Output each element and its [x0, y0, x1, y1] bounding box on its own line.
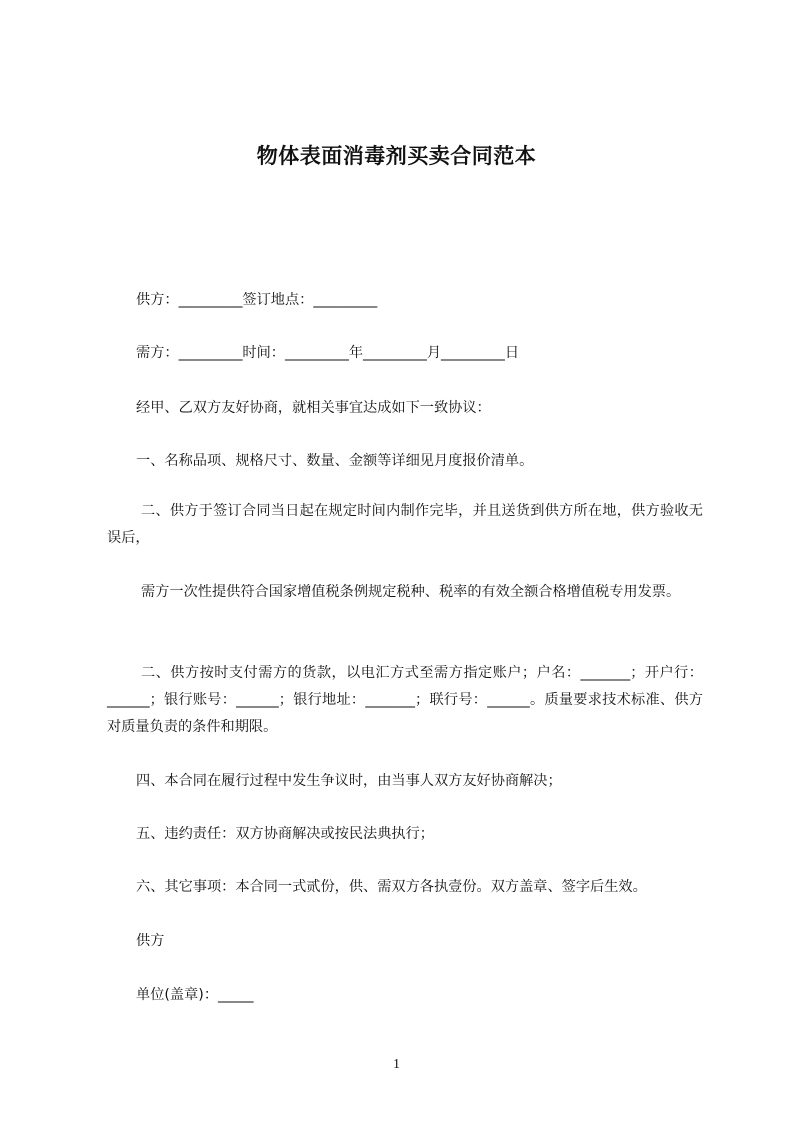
page-number: 1: [393, 1057, 400, 1072]
unit-seal-line: 单位(盖章)：_____: [136, 987, 254, 1003]
intro-paragraph: 经甲、乙双方友好协商，就相关事宜达成如下一致协议：: [136, 400, 491, 416]
clause-2-delivery: 二、供方于签订合同当日起在规定时间内制作完毕，并且送货到供方所在地，供方验收无误后，: [107, 503, 703, 546]
clause-4: 四、本合同在履行过程中发生争议时，由当事人双方友好协商解决；: [136, 773, 562, 789]
clause-2-payment: 二、供方按时支付需方的货款，以电汇方式至需方指定账户；户名：_______；开户行：______；银行账号：______；银行地址：_______；联行号：______。质量要求技术标准、供方对质量负责的条件和期限。: [107, 665, 703, 735]
supplier-label: 供方: [136, 933, 165, 949]
clause-1: 一、名称品项、规格尺寸、数量、金额等详细见月度报价清单。: [136, 453, 534, 469]
supplier-signing-place-line: 供方：_________签订地点：_________: [136, 292, 378, 308]
clause-2-invoice: 需方一次性提供符合国家增值税条例规定税种、税率的有效全额合格增值税专用发票。: [141, 584, 681, 600]
buyer-date-line: 需方：_________时间：_________年_________月_________日: [136, 345, 520, 361]
clause-5: 五、违约责任：双方协商解决或按民法典执行；: [136, 826, 434, 842]
document-title: 物体表面消毒剂买卖合同范本: [256, 144, 537, 168]
clause-6: 六、其它事项：本合同一式贰份，供、需双方各执壹份。双方盖章、签字后生效。: [136, 879, 647, 895]
